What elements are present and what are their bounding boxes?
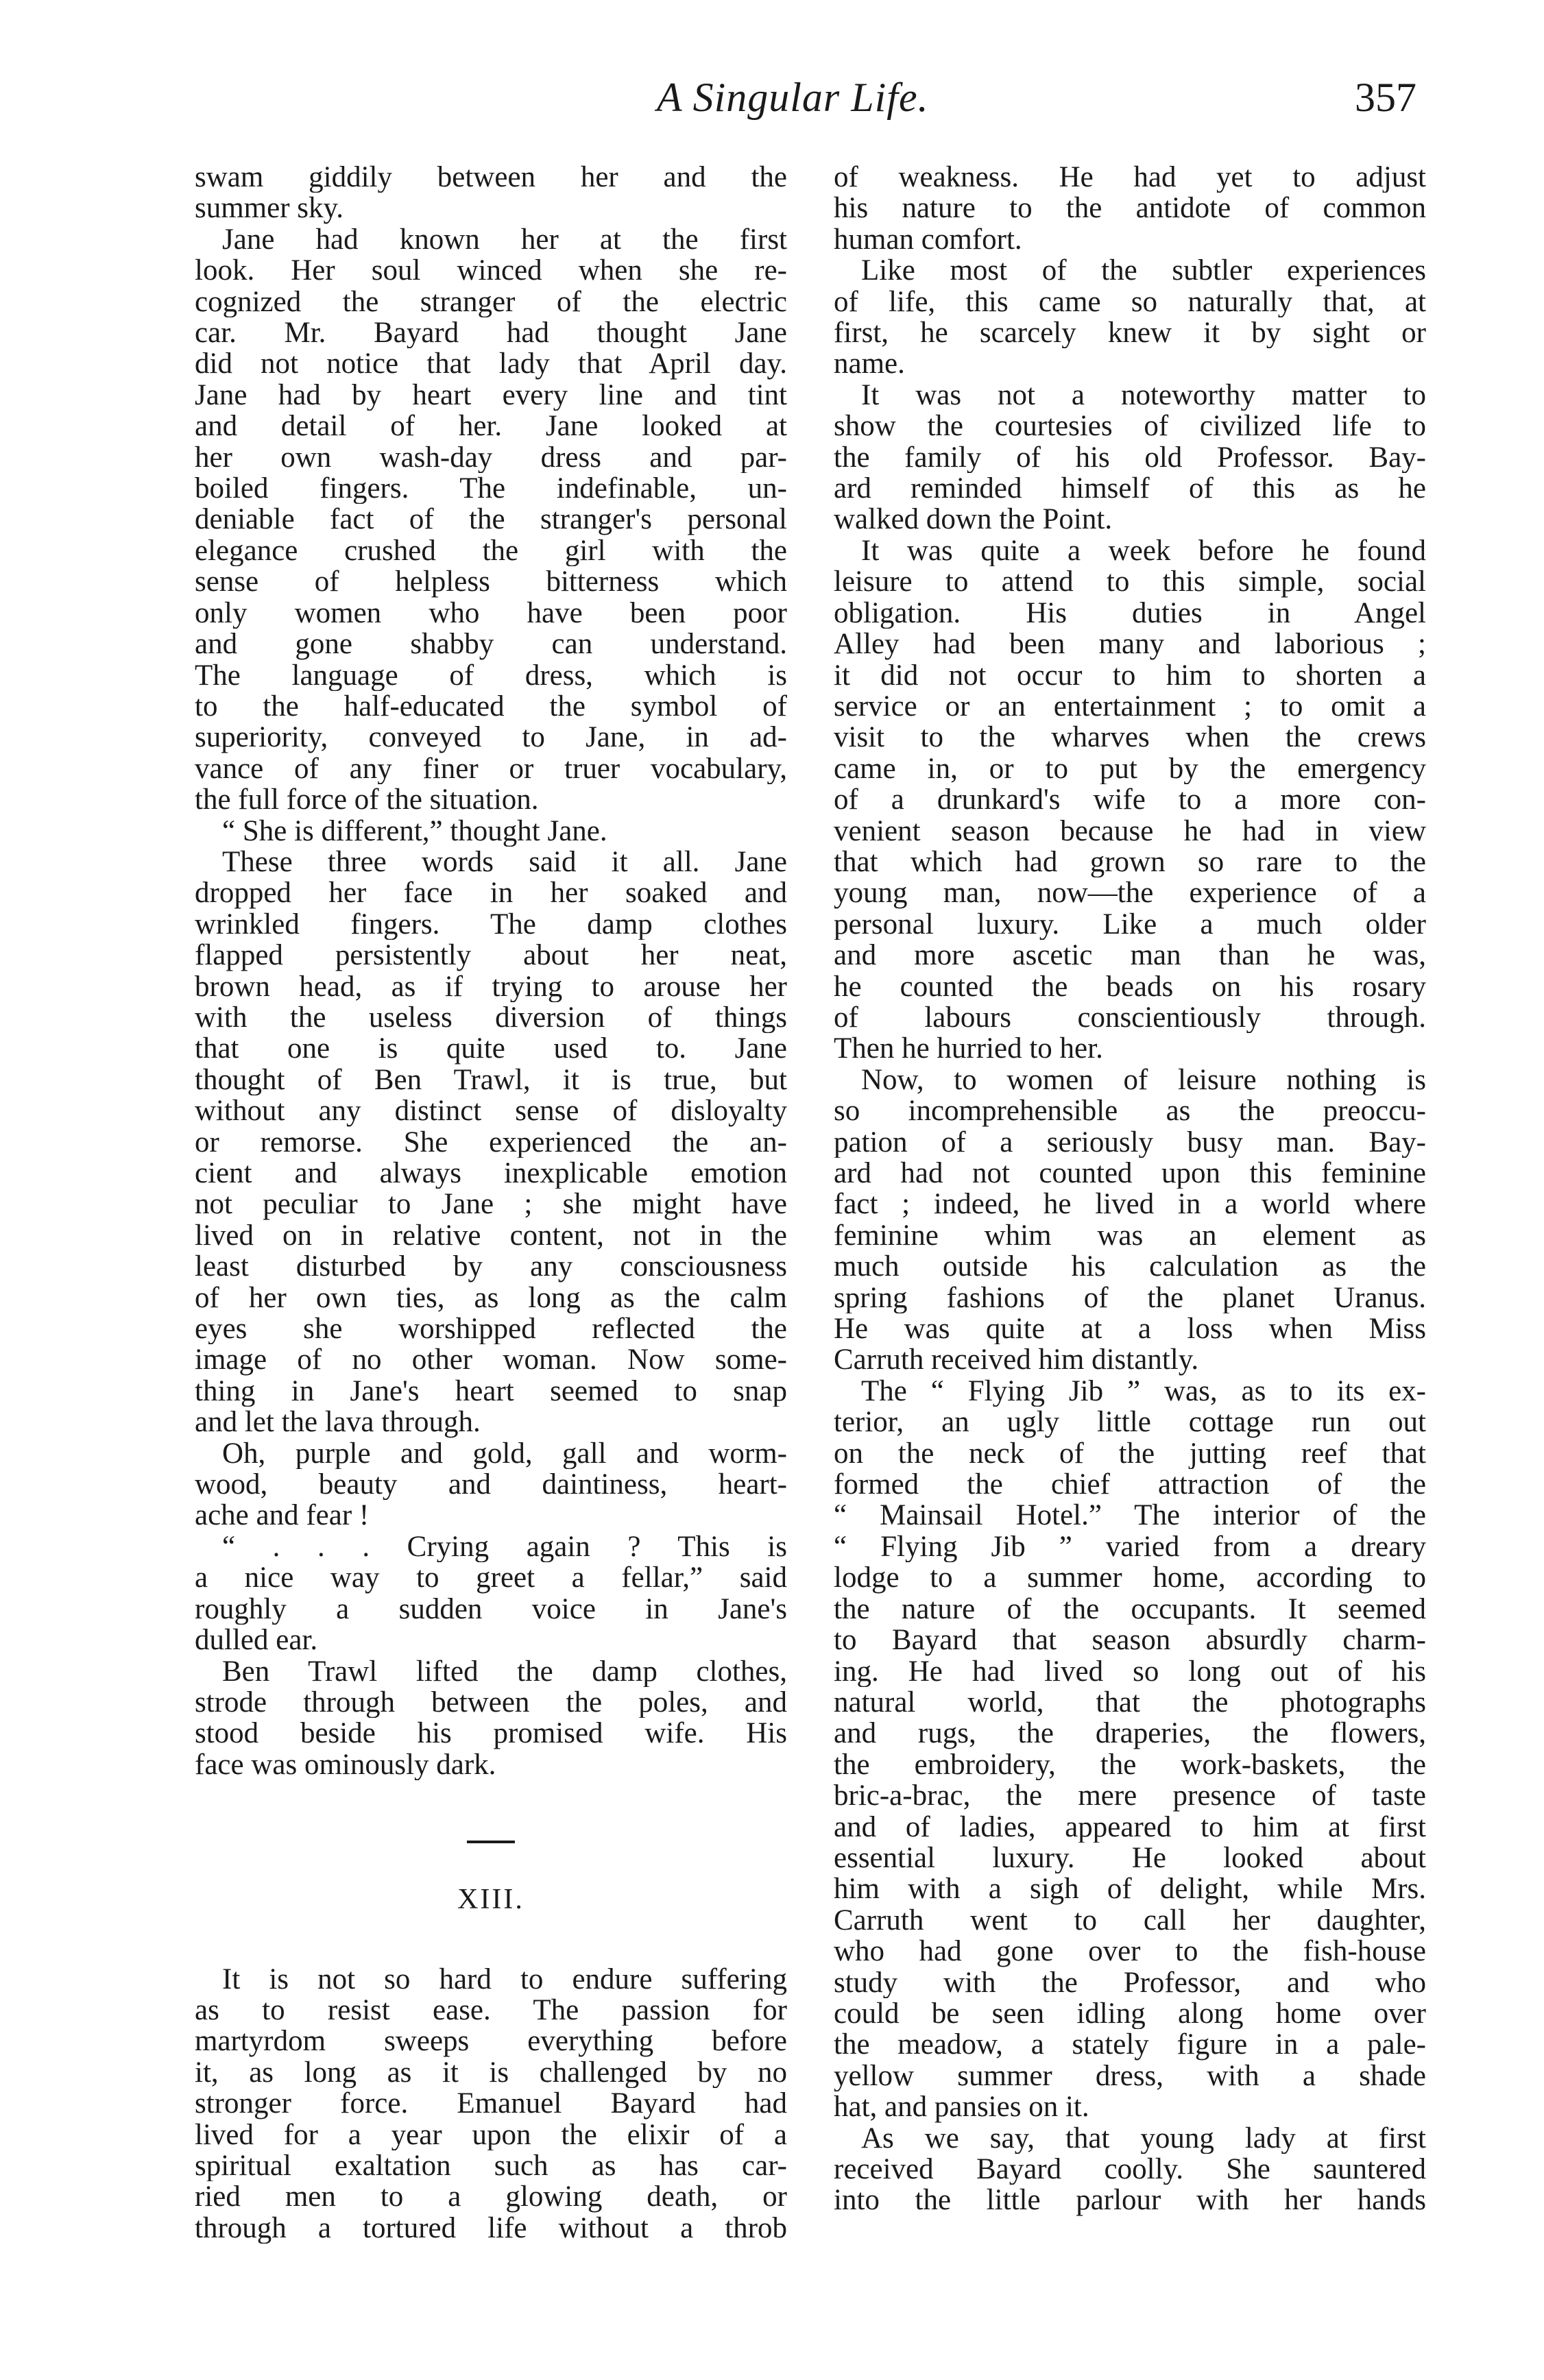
text-line: her own wash-day dress and par-	[195, 441, 787, 474]
text-line: superiority, conveyed to Jane, in ad-	[195, 722, 787, 753]
text-line: with the useless diversion of things	[195, 1001, 787, 1034]
text-line: personal luxury. Like a much older	[834, 908, 1426, 940]
text-line: the meadow, a stately figure in a pale-	[834, 2029, 1426, 2061]
paragraph	[195, 816, 787, 847]
text-line: The language of dress, which is	[195, 659, 787, 691]
text-line: and detail of her. Jane looked at	[195, 411, 787, 442]
text-line: first, he scarcely knew it by sight or	[834, 317, 1426, 349]
text-line: hat, and pansies on it.	[834, 2091, 1089, 2123]
text-line: that which had grown so rare to the	[834, 846, 1426, 878]
text-line: ried men to a glowing death, or	[195, 2181, 787, 2213]
text-line: to the half-educated the symbol of	[195, 690, 787, 722]
text-line: a nice way to greet a fellar,” said	[195, 1562, 787, 1594]
paragraph	[195, 1531, 787, 1656]
text-line: on the neck of the jutting reef that	[834, 1437, 1426, 1470]
text-line: it, as long as it is challenged by no	[195, 2056, 787, 2089]
text-line: into the little parlour with her hands	[834, 2185, 1426, 2216]
text-line: feminine whim was an element as	[834, 1219, 1426, 1252]
text-line: Jane had known her at the first	[222, 223, 787, 256]
text-line: Now, to women of leisure nothing is	[861, 1064, 1426, 1096]
text-line: car. Mr. Bayard had thought Jane	[195, 317, 787, 349]
text-line: leisure to attend to this simple, social	[834, 566, 1426, 598]
text-line: show the courtesies of civilized life to	[834, 411, 1426, 442]
text-line: strode through between the poles, and	[195, 1686, 787, 1719]
text-line: of life, this came so naturally that, at	[834, 286, 1426, 318]
text-line: of labours conscientiously through.	[834, 1001, 1426, 1034]
text-line: These three words said it all. Jane	[222, 846, 787, 878]
text-line: flapped persistently about her neat,	[195, 940, 787, 971]
paragraph	[834, 1376, 1426, 2123]
text-line: or remorse. She experienced the an-	[195, 1126, 787, 1158]
text-line: bric-a-brac, the mere presence of taste	[834, 1780, 1426, 1812]
text-line: boiled fingers. The indefinable, un-	[195, 473, 787, 505]
text-line: he counted the beads on his rosary	[834, 971, 1426, 1002]
text-line: to Bayard that season absurdly charm-	[834, 1625, 1426, 1656]
text-line: his nature to the antidote of common	[834, 193, 1426, 224]
text-line: Carruth received him distantly.	[834, 1344, 1199, 1376]
text-line: visit to the wharves when the crews	[834, 722, 1426, 753]
text-line: terior, an ugly little cottage run out	[834, 1407, 1426, 1438]
text-line: natural world, that the photographs	[834, 1686, 1426, 1719]
text-line: lived on in relative content, not in the	[195, 1219, 787, 1252]
text-line: the embroidery, the work-baskets, the	[834, 1749, 1426, 1781]
text-line: it did not occur to him to shorten a	[834, 659, 1426, 691]
text-line: of a drunkard's wife to a more con-	[834, 784, 1426, 816]
text-line: lived for a year upon the elixir of a	[195, 2119, 787, 2150]
text-line: eyes she worshipped reflected the	[195, 1313, 787, 1345]
text-line: thing in Jane's heart seemed to snap	[195, 1375, 787, 1407]
text-line: wood, beauty and daintiness, heart-	[195, 1469, 787, 1501]
paragraph	[195, 224, 787, 816]
text-line: received Bayard coolly. She sauntered	[834, 2154, 1426, 2185]
text-line: least disturbed by any consciousness	[195, 1251, 787, 1283]
paragraph	[195, 1964, 787, 2244]
paragraph	[834, 535, 1426, 1065]
text-line: It is not so hard to endure suffering	[222, 1963, 787, 1995]
text-line: essential luxury. He looked about	[834, 1842, 1426, 1874]
text-line: who had gone over to the fish-house	[834, 1936, 1426, 1967]
text-line: He was quite at a loss when Miss	[834, 1313, 1426, 1345]
text-line: obligation. His duties in Angel	[834, 597, 1426, 629]
paragraph	[195, 162, 787, 224]
text-line: did not notice that lady that April day.	[195, 348, 787, 380]
running-header	[0, 74, 1544, 136]
text-line: sense of helpless bitterness which	[195, 566, 787, 598]
text-line: elegance crushed the girl with the	[195, 535, 787, 567]
text-line: and of ladies, appeared to him at first	[834, 1811, 1426, 1843]
paragraph	[195, 1438, 787, 1531]
paragraph	[834, 1065, 1426, 1376]
text-line: stood beside his promised wife. His	[195, 1718, 787, 1749]
text-line: human comfort.	[834, 223, 1022, 256]
text-line: “ Flying Jib ” varied from a dreary	[834, 1531, 1426, 1563]
text-line: face was ominously dark.	[195, 1749, 496, 1781]
text-line: image of no other woman. Now some-	[195, 1344, 787, 1376]
text-line: ard had not counted upon this feminine	[834, 1158, 1426, 1189]
page-number: 357	[1355, 75, 1416, 120]
text-line: The “ Flying Jib ” was, as to its ex-	[861, 1375, 1426, 1407]
paragraph	[195, 1656, 787, 1781]
text-line: cognized the stranger of the electric	[195, 286, 787, 318]
running-title: A Singular Life.	[657, 75, 929, 120]
text-line: young man, now—the experience of a	[834, 877, 1426, 909]
section-divider	[467, 1841, 515, 1843]
text-line: and gone shabby can understand.	[195, 629, 787, 660]
text-line: ache and fear !	[195, 1500, 370, 1531]
left-column	[195, 162, 787, 2244]
section-heading: XIII.	[457, 1884, 524, 1916]
right-column	[834, 162, 1426, 2216]
text-line: As we say, that young lady at first	[861, 2122, 1426, 2154]
text-line: ing. He had lived so long out of his	[834, 1655, 1426, 1687]
text-line: study with the Professor, and who	[834, 1967, 1426, 1998]
paragraph	[834, 2123, 1426, 2216]
text-line: vance of any finer or truer vocabulary,	[195, 753, 787, 785]
text-line: and let the lava through.	[195, 1407, 481, 1438]
text-line: Jane had by heart every line and tint	[195, 379, 787, 411]
text-line: summer sky.	[195, 193, 343, 224]
text-line: Carruth went to call her daughter,	[834, 1904, 1426, 1936]
text-line: name.	[834, 348, 905, 380]
text-line: service or an entertainment ; to omit a	[834, 690, 1426, 722]
text-line: of her own ties, as long as the calm	[195, 1282, 787, 1314]
text-line: Oh, purple and gold, gall and worm-	[222, 1437, 787, 1470]
text-line: the family of his old Professor. Bay-	[834, 441, 1426, 474]
text-line: roughly a sudden voice in Jane's	[195, 1593, 787, 1625]
text-line: so incomprehensible as the preoccu-	[834, 1095, 1426, 1127]
text-line: “ Mainsail Hotel.” The interior of the	[834, 1500, 1426, 1531]
text-line: pation of a seriously busy man. Bay-	[834, 1126, 1426, 1158]
text-line: lodge to a summer home, according to	[834, 1562, 1426, 1594]
text-line: came in, or to put by the emergency	[834, 753, 1426, 785]
paragraph	[195, 847, 787, 1438]
text-line: much outside his calculation as the	[834, 1251, 1426, 1283]
text-line: yellow summer dress, with a shade	[834, 2060, 1426, 2092]
text-line: formed the chief attraction of the	[834, 1469, 1426, 1501]
paragraph	[834, 380, 1426, 535]
text-line: dulled ear.	[195, 1625, 318, 1656]
text-line: Alley had been many and laborious ;	[834, 629, 1426, 660]
text-line: not peculiar to Jane ; she might have	[195, 1189, 787, 1220]
text-line: martyrdom sweeps everything before	[195, 2026, 787, 2057]
text-line: dropped her face in her soaked and	[195, 877, 787, 909]
text-line: deniable fact of the stranger's personal	[195, 504, 787, 535]
paragraph	[834, 162, 1426, 255]
text-line: wrinkled fingers. The damp clothes	[195, 908, 787, 940]
text-line: of weakness. He had yet to adjust	[834, 162, 1426, 193]
text-line: “ She is different,” thought Jane.	[222, 815, 607, 847]
text-line: ard reminded himself of this as he	[834, 473, 1426, 505]
text-line: It was not a noteworthy matter to	[861, 379, 1426, 411]
text-line: could be seen idling along home over	[834, 1997, 1426, 2030]
text-line: Ben Trawl lifted the damp clothes,	[222, 1655, 787, 1687]
text-line: stronger force. Emanuel Bayard had	[195, 2088, 787, 2120]
text-line: through a tortured life without a throb	[195, 2212, 787, 2244]
text-line: thought of Ben Trawl, it is true, but	[195, 1064, 787, 1096]
text-line: spring fashions of the planet Uranus.	[834, 1282, 1426, 1314]
text-line: walked down the Point.	[834, 504, 1113, 535]
text-line: the nature of the occupants. It seemed	[834, 1593, 1426, 1625]
text-line: spiritual exaltation such as has car-	[195, 2150, 787, 2182]
text-line: fact ; indeed, he lived in a world where	[834, 1189, 1426, 1220]
text-line: Like most of the subtler experiences	[861, 255, 1426, 287]
text-line: the full force of the situation.	[195, 784, 539, 816]
text-line: look. Her soul winced when she re-	[195, 255, 787, 287]
text-line: as to resist ease. The passion for	[195, 1994, 787, 2026]
paragraph	[834, 255, 1426, 380]
text-line: “ . . . Crying again ? This is	[222, 1531, 787, 1563]
text-line: and more ascetic man than he was,	[834, 940, 1426, 971]
text-line: brown head, as if trying to arouse her	[195, 971, 787, 1002]
text-line: only women who have been poor	[195, 597, 787, 629]
text-line: and rugs, the draperies, the flowers,	[834, 1718, 1426, 1749]
text-line: Then he hurried to her.	[834, 1033, 1103, 1065]
text-line: It was quite a week before he found	[861, 535, 1426, 567]
text-line: that one is quite used to. Jane	[195, 1033, 787, 1065]
text-line: swam giddily between her and the	[195, 162, 787, 193]
text-line: venient season because he had in view	[834, 815, 1426, 847]
text-line: cient and always inexplicable emotion	[195, 1158, 787, 1189]
text-line: him with a sigh of delight, while Mrs.	[834, 1873, 1426, 1905]
text-line: without any distinct sense of disloyalty	[195, 1095, 787, 1127]
